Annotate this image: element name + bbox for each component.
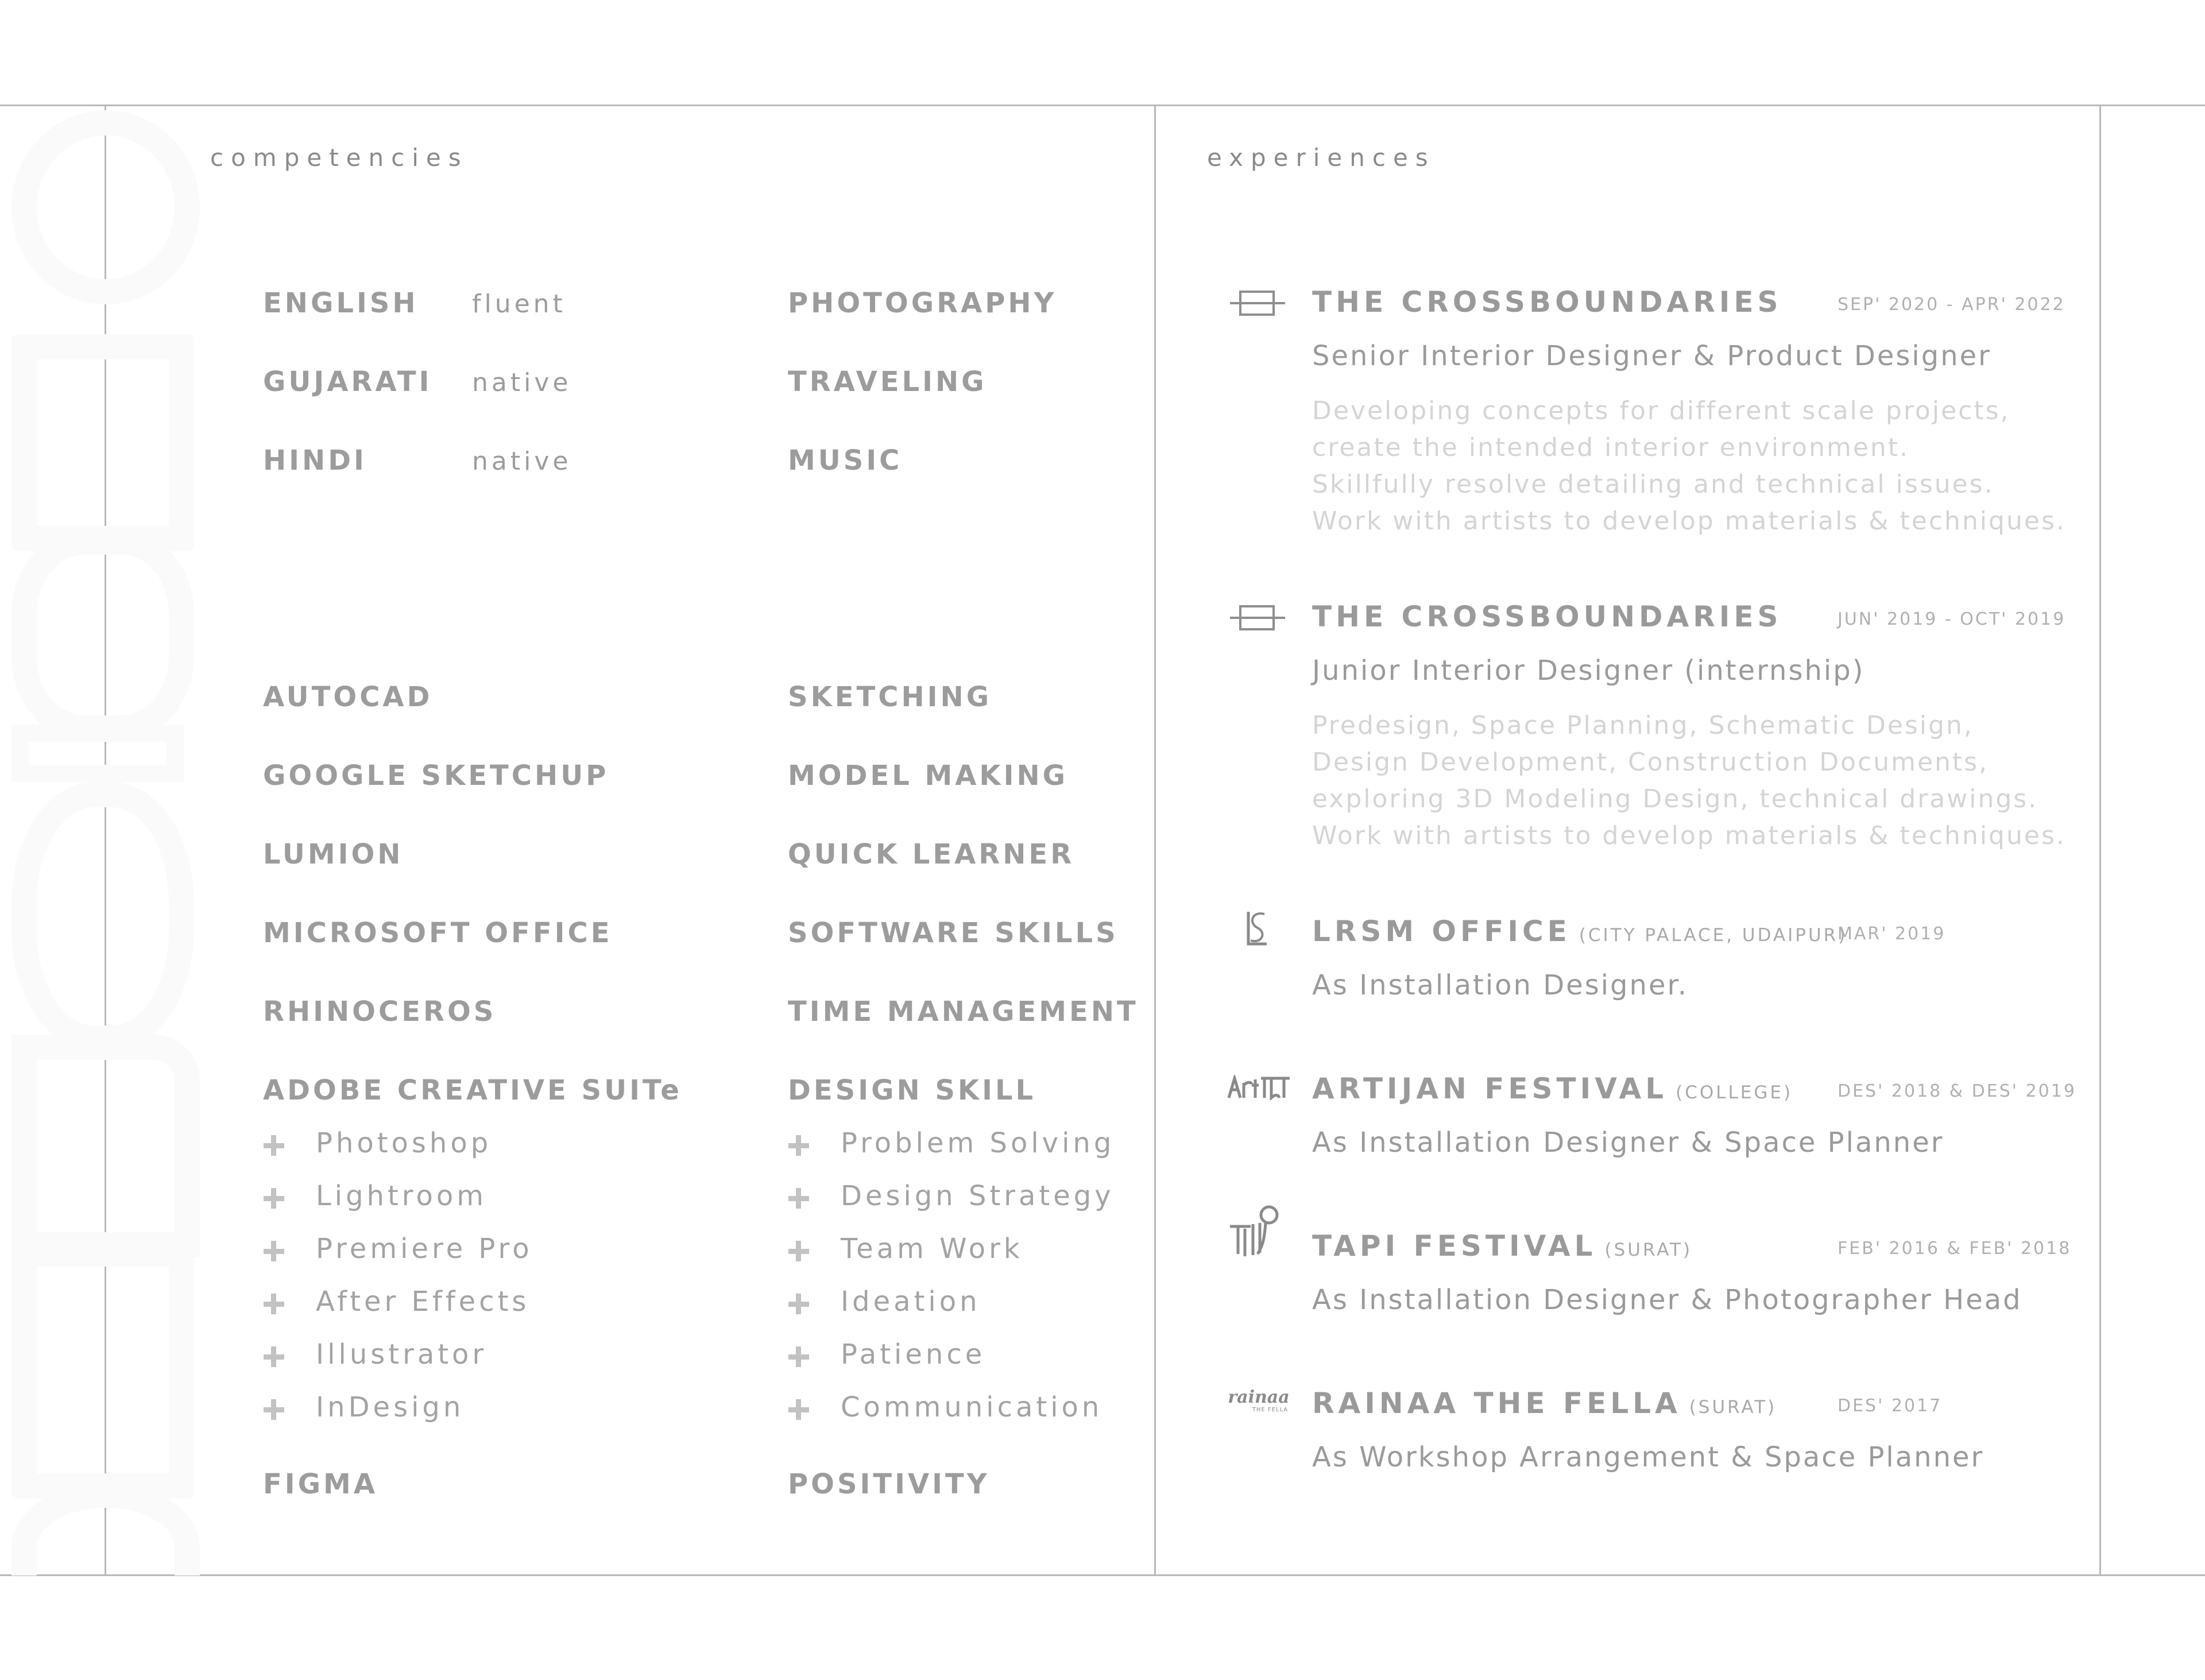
skill-model-making: MODEL MAKING (788, 760, 1069, 792)
experiences-heading: experiences (1207, 144, 1436, 172)
watermark-decoration (0, 104, 207, 1576)
experience-company (1312, 1229, 1692, 1263)
plus-icon (788, 1294, 809, 1314)
design-skill-item: Design Strategy (841, 1180, 1115, 1212)
experience-role: Junior Interior Designer (internship) (1312, 655, 1865, 687)
design-skill-item: Patience (841, 1338, 986, 1371)
design-skill-item: Problem Solving (841, 1127, 1115, 1159)
experience-role: As Installation Designer & Space Planner (1312, 1127, 1944, 1159)
experience-role: As Installation Designer. (1312, 969, 1689, 1001)
software-rhinoceros: RHINOCEROS (263, 996, 497, 1028)
software-google-sketchup: GOOGLE SKETCHUP (263, 760, 609, 792)
language-gujarati-level: native (472, 368, 572, 397)
plus-icon (264, 1346, 284, 1367)
rainaa-logo-text: rainaa (1228, 1387, 1290, 1407)
software-figma: FIGMA (263, 1468, 378, 1500)
experience-dates: JUN' 2019 - OCT' 2019 (1838, 609, 2066, 629)
language-english-level: fluent (472, 289, 566, 319)
artijan-logo-icon (1227, 1075, 1291, 1100)
bottom-rule (0, 1574, 2205, 1576)
adobe-app-item: Illustrator (316, 1338, 488, 1371)
experience-description-line: exploring 3D Modeling Design, technical drawings. (1312, 784, 2038, 814)
design-skill-item: Communication (841, 1391, 1103, 1423)
experience-description-line: Skillfully resolve detailing and technical issues. (1312, 470, 1994, 499)
experience-description-line: Work with artists to develop materials & techniques. (1312, 821, 2066, 850)
experience-company: THE CROSSBOUNDARIES (1312, 285, 1782, 319)
design-skill-item: Team Work (841, 1233, 1023, 1265)
rainaa-logo-subtext: THE FELLA (1252, 1407, 1289, 1413)
plus-icon (264, 1294, 284, 1314)
plus-icon (264, 1135, 284, 1156)
language-hindi-level: native (472, 447, 572, 476)
plus-icon (788, 1135, 809, 1156)
experience-description-line: Predesign, Space Planning, Schematic Design, (1312, 711, 1974, 740)
experience-company-name: TAPI FESTIVAL (1312, 1229, 1597, 1263)
adobe-app-item: Premiere Pro (316, 1233, 533, 1265)
experience-dates: MAR' 2019 (1838, 924, 1946, 944)
skill-time-management: TIME MANAGEMENT (788, 996, 1139, 1028)
skill-quick-learner: QUICK LEARNER (788, 838, 1075, 870)
competencies-heading: competencies (210, 144, 469, 172)
experience-dates: DES' 2018 & DES' 2019 (1838, 1081, 2076, 1101)
adobe-app-item: InDesign (316, 1391, 465, 1423)
software-lumion: LUMION (263, 838, 404, 870)
experience-description-line: Work with artists to develop materials & techniques. (1312, 506, 2066, 536)
experience-company-name: RAINAA THE FELLA (1312, 1387, 1681, 1420)
right-border (2099, 104, 2101, 1576)
experience-company-name: ARTIJAN FESTIVAL (1312, 1072, 1668, 1105)
experience-location: (SURAT) (1604, 1240, 1693, 1260)
experience-description-line: create the intended interior environment. (1312, 433, 1910, 462)
experience-company (1312, 915, 1847, 948)
experience-location: (CITY PALACE, UDAIPUR) (1579, 925, 1848, 946)
language-hindi: HINDI (263, 444, 367, 477)
tapi-logo-icon (1228, 1203, 1290, 1259)
experience-description-line: Design Development, Construction Documents, (1312, 748, 1989, 777)
experience-dates: SEP' 2020 - APR' 2022 (1838, 295, 2065, 315)
adobe-app-item: Lightroom (316, 1180, 487, 1212)
experience-dates: FEB' 2016 & FEB' 2018 (1838, 1238, 2072, 1259)
experience-location: (SURAT) (1689, 1397, 1777, 1418)
plus-icon (788, 1188, 809, 1209)
plus-icon (264, 1241, 284, 1261)
plus-icon (264, 1399, 284, 1420)
interest-traveling: TRAVELING (788, 366, 987, 398)
skill-sketching: SKETCHING (788, 681, 992, 713)
software-microsoft-office: MICROSOFT OFFICE (263, 917, 613, 949)
experience-location: (COLLEGE) (1676, 1082, 1793, 1103)
skill-design-skill: DESIGN SKILL (788, 1074, 1036, 1106)
plus-icon (788, 1241, 809, 1261)
language-gujarati: GUJARATI (263, 366, 432, 398)
adobe-app-item: After Effects (316, 1286, 530, 1318)
language-english: ENGLISH (263, 287, 419, 319)
rainaa-logo-icon (1227, 1388, 1291, 1414)
experience-company: THE CROSSBOUNDARIES (1312, 600, 1782, 633)
experience-role: Senior Interior Designer & Product Designer (1312, 340, 1991, 372)
skill-positivity: POSITIVITY (788, 1468, 990, 1500)
interest-music: MUSIC (788, 444, 903, 477)
experience-company (1312, 1072, 1793, 1105)
column-divider (1154, 104, 1156, 1576)
plus-icon (788, 1399, 809, 1420)
software-adobe-creative-suite: ADOBE CREATIVE SUITe (263, 1074, 682, 1106)
interest-photography: PHOTOGRAPHY (788, 287, 1057, 319)
crossboundaries-logo-icon (1230, 602, 1285, 634)
skill-software-skills: SOFTWARE SKILLS (788, 917, 1119, 949)
experience-role: As Workshop Arrangement & Space Planner (1312, 1441, 1984, 1473)
crossboundaries-logo-icon (1230, 287, 1285, 319)
experience-description-line: Developing concepts for different scale projects, (1312, 396, 2010, 425)
plus-icon (788, 1346, 809, 1367)
design-skill-item: Ideation (841, 1286, 981, 1318)
experience-company (1312, 1387, 1777, 1420)
lrsm-monogram-icon (1240, 908, 1272, 950)
plus-icon (264, 1188, 284, 1209)
experience-role: As Installation Designer & Photographer Head (1312, 1284, 2022, 1316)
experience-dates: DES' 2017 (1838, 1396, 1943, 1416)
adobe-app-item: Photoshop (316, 1127, 492, 1159)
top-rule (0, 104, 2205, 106)
software-autocad: AUTOCAD (263, 681, 433, 713)
experience-company-name: LRSM OFFICE (1312, 915, 1571, 948)
